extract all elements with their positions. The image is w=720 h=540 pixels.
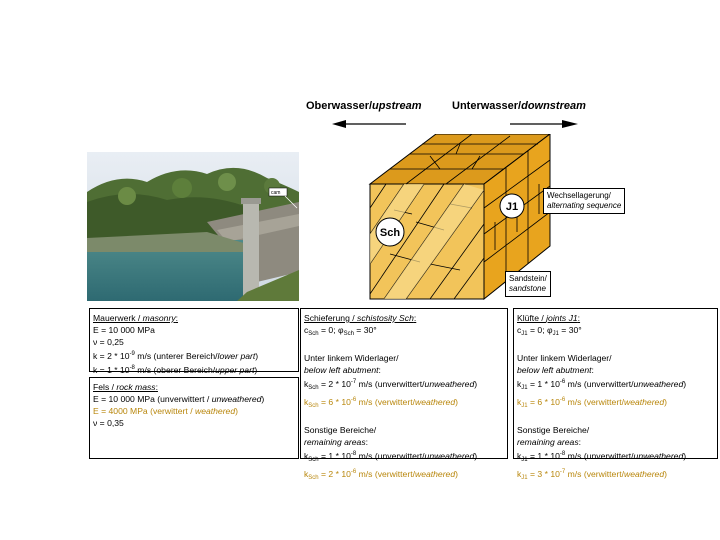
masonry-e: E = 10 000 MPa [93, 325, 155, 335]
schistosity-properties-box [300, 308, 508, 481]
j1-left-heading: Unter linkem Widerlager/ [517, 353, 612, 363]
j1-params: $c_{J1} = 0$; $\varphi_{J1} = 30^\circ$ [517, 325, 582, 337]
sch-remaining-heading-en: remaining areas: [304, 437, 369, 447]
j1-title: Klüfte / joints J1: [517, 313, 581, 323]
sch-left-k-unweathered: $k_{Sch} = 2 * 10^{-7}$ m/s (unverwittert/unweathered) [304, 379, 478, 391]
sch-title: Schieferung / schistosity Sch: [304, 313, 417, 323]
camera-tag-text: cam [271, 190, 281, 196]
downstream-label: Unterwasser/downstream [452, 100, 586, 112]
j1-remaining-k-unweathered: $k_{J1} = 1 * 10^{-8}$ m/s (unverwittert/unweathered) [517, 451, 687, 463]
j1-left-heading-en: below left abutment: [517, 365, 594, 375]
intake-tower [243, 200, 259, 296]
sch-left-heading: Unter linkem Widerlager/ [304, 353, 399, 363]
alternating-sequence-callout: Wechsellagerung/ alternating sequence [543, 188, 625, 214]
joints-properties-box [513, 308, 718, 481]
sch-left-k-weathered: $k_{Sch} = 6 * 10^{-6}$ m/s (verwittert/weathered) [304, 397, 458, 409]
dam-photo [87, 152, 299, 301]
sch-remaining-k-weathered: $k_{Sch} = 2 * 10^{-6}$ m/s (verwittert/weathered) [304, 469, 458, 481]
upstream-arrow-head [332, 120, 346, 128]
masonry-k-lower: $k = 2 * 10^{-9}$ m/s (unterer Bereich/lower part) [93, 351, 259, 361]
masonry-properties-box [89, 308, 299, 375]
masonry-nu: ν = 0,25 [93, 337, 124, 347]
sch-remaining-k-unweathered: $k_{Sch} = 1 * 10^{-8}$ m/s (unverwittert/unweathered) [304, 451, 478, 463]
j1-label: J1 [505, 201, 519, 213]
sch-params: $c_{Sch} = 0$; $\varphi_{Sch} = 30^\circ$ [304, 325, 377, 337]
rock-e-unweathered: E = 10 000 MPa (unverwittert / unweathered) [93, 394, 265, 404]
sch-label: Sch [379, 227, 401, 239]
j1-remaining-heading-en: remaining areas: [517, 437, 582, 447]
flow-arrows [330, 116, 590, 132]
rock-nu: ν = 0,35 [93, 418, 124, 428]
rock-title: Fels / rock mass: [93, 382, 158, 392]
sandstone-callout: Sandstein/ sandstone [505, 271, 551, 297]
sch-remaining-heading: Sonstige Bereiche/ [304, 425, 377, 435]
rock-e-weathered: E = 4000 MPa (verwittert / weathered) [93, 406, 238, 416]
masonry-title: Mauerwerk / masonry: [93, 313, 179, 323]
upstream-label: Oberwasser/upstream [306, 100, 422, 112]
j1-left-k-weathered: $k_{J1} = 6 * 10^{-6}$ m/s (verwittert/weathered) [517, 397, 667, 409]
j1-left-k-unweathered: $k_{J1} = 1 * 10^{-6}$ m/s (unverwittert/unweathered) [517, 379, 687, 391]
j1-remaining-k-weathered: $k_{J1} = 3 * 10^{-7}$ m/s (verwittert/weathered) [517, 469, 667, 481]
masonry-k-upper: $k = 1 * 10^{-8}$ m/s (oberer Bereich/upper part) [93, 365, 258, 375]
j1-remaining-heading: Sonstige Bereiche/ [517, 425, 590, 435]
downstream-arrow-head [562, 120, 578, 128]
rock-mass-properties-box [89, 377, 299, 459]
sch-left-heading-en: below left abutment: [304, 365, 381, 375]
